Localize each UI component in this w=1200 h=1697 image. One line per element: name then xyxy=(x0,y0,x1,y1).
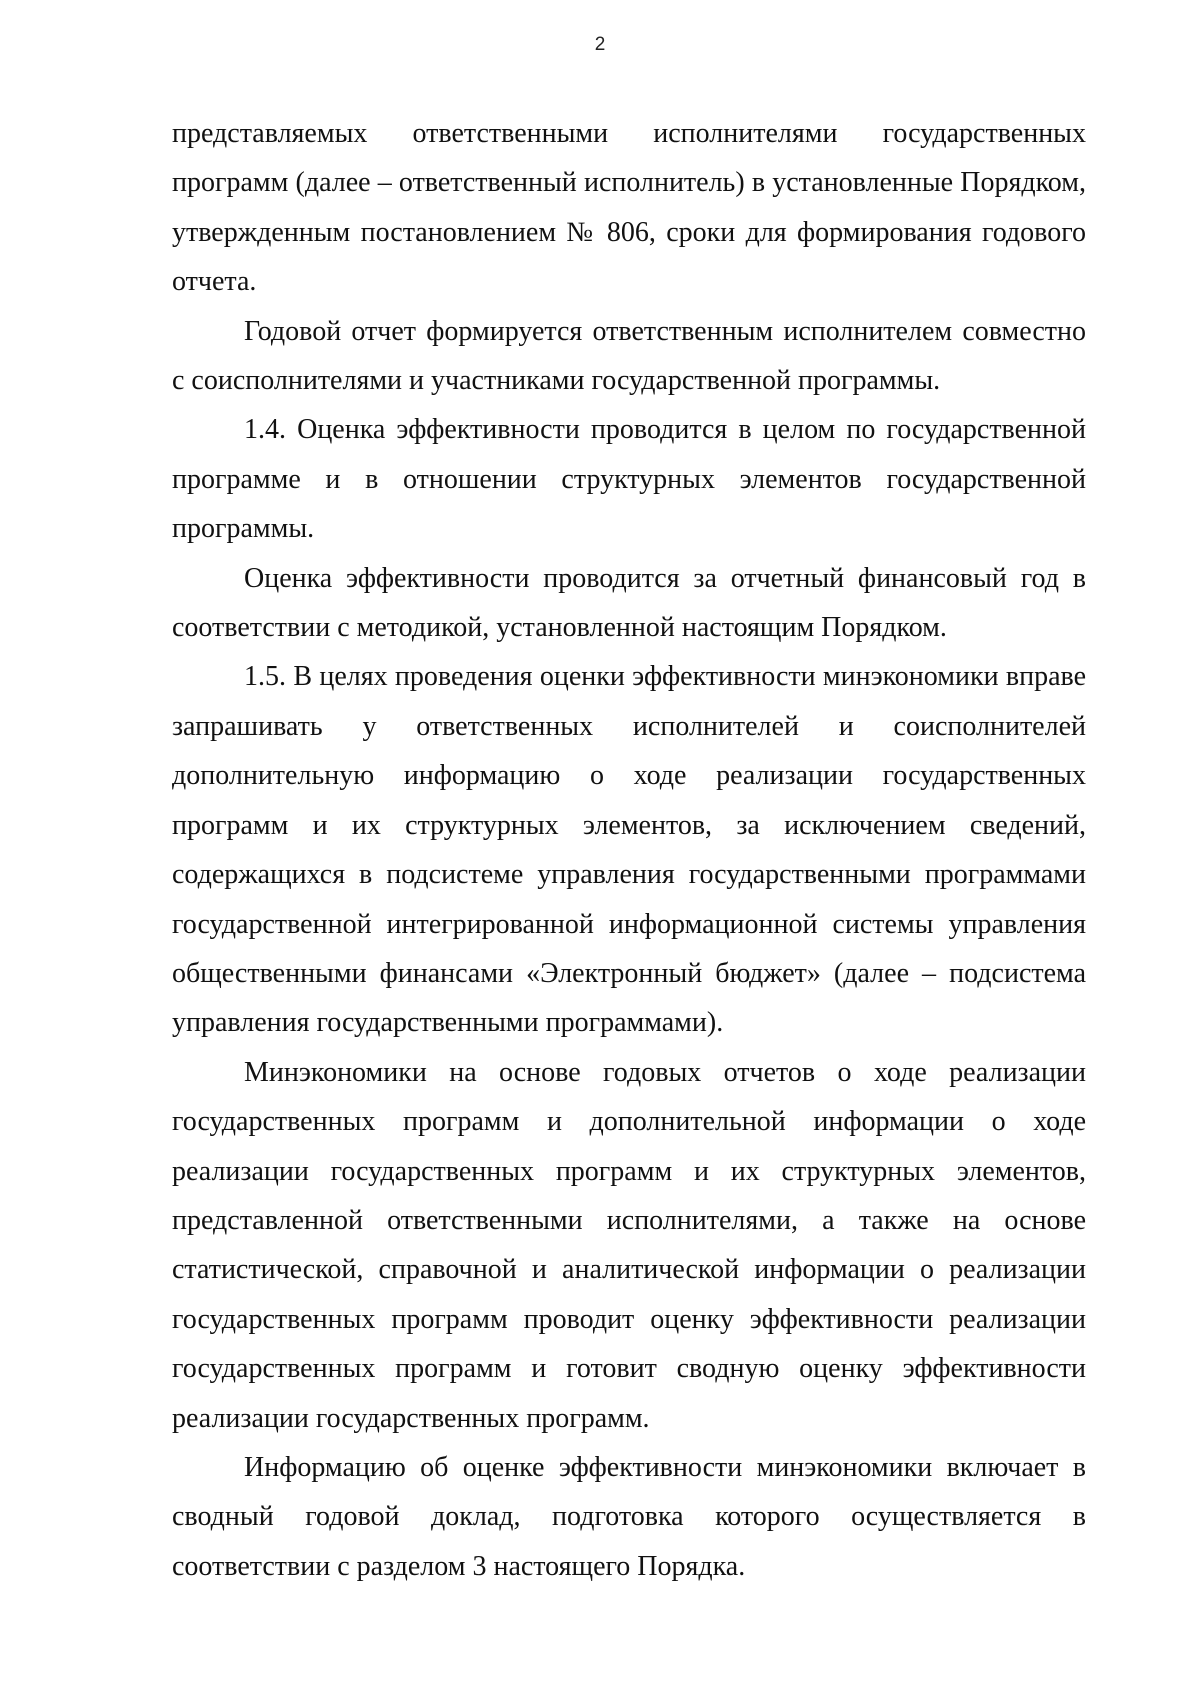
paragraph-continuation: представляемых ответственными исполнителями государственных программ (далее – ответственный исполнитель) в установленные Порядком, утвержденным постановлением № 806, сроки для формирования годового отчета. xyxy=(172,118,1086,298)
paragraph-1-4: 1.4. Оценка эффективности проводится в целом по государственной программе и в отношении структурных элементов государственной программы. xyxy=(172,414,1086,545)
document-body xyxy=(172,109,1086,1591)
paragraph-annual-report: Годовой отчет формируется ответственным исполнителем совместно с соисполнителями и участниками государственной программы. xyxy=(172,315,1086,397)
page-number: 2 xyxy=(594,34,606,55)
paragraph-ministry-assessment: Минэкономики на основе годовых отчетов о ходе реализации государственных программ и дополнительной информации о ходе реализации государственных программ и их структурных элементов, представленной ответственными исполнителями, а также на основе статистической, справочной и аналитической информации о реализации государственных программ проводит оценку эффективности реализации государственных программ и готовит сводную оценку эффективности реализации государственных программ. xyxy=(172,1056,1086,1434)
paragraph-summary-report: Информацию об оценке эффективности минэкономики включает в сводный годовой доклад, подготовка которого осуществляется в соответствии с разделом 3 настоящего Порядка. xyxy=(172,1451,1086,1582)
paragraph-1-5: 1.5. В целях проведения оценки эффективности минэкономики вправе запрашивать у ответственных исполнителей и соисполнителей дополнительную информацию о ходе реализации государственных программ и их структурных элементов, за исключением сведений, содержащихся в подсистеме управления государственными программами государственной интегрированной информационной системы управления общественными финансами «Электронный бюджет» (далее – подсистема управления государственными программами). xyxy=(172,661,1086,1039)
paragraph-assessment-period: Оценка эффективности проводится за отчетный финансовый год в соответствии с методикой, установленной настоящим Порядком. xyxy=(172,562,1086,644)
